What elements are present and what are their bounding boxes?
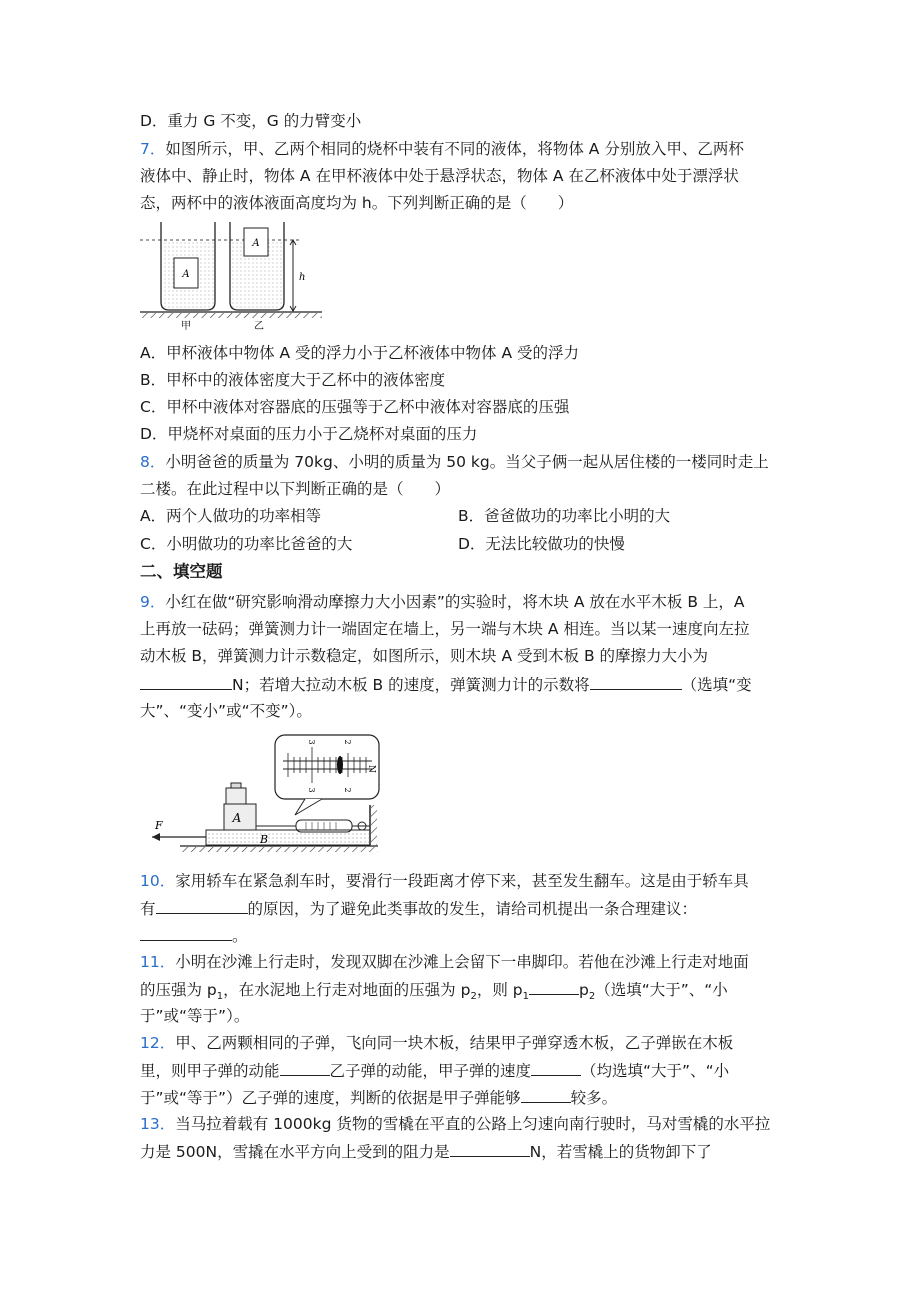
q9-stem-line3: 动木板 B，弹簧测力计示数稳定，如图所示，则木块 A 受到木板 B 的摩擦力大小为 bbox=[140, 647, 709, 665]
scale-zoom-bubble bbox=[275, 735, 379, 799]
q9-blank-2[interactable] bbox=[590, 673, 682, 690]
beaker-jia-label: 甲 bbox=[181, 321, 191, 332]
h-label: h bbox=[299, 272, 306, 283]
q9-friction-apparatus-figure bbox=[140, 733, 390, 855]
q9-stem-line2: 上再放一砝码；弹簧测力计一端固定在墙上，另一端与木块 A 相连。当以某一速度向左拉 bbox=[140, 620, 750, 638]
weight bbox=[226, 788, 246, 804]
q11-blank-1[interactable] bbox=[529, 978, 579, 995]
scale-unit-n: N bbox=[366, 765, 376, 773]
scale-pointer bbox=[337, 756, 343, 774]
block-a-label-jia: A bbox=[182, 269, 190, 280]
q7-number: 7． bbox=[140, 140, 166, 158]
q12-blank-1[interactable] bbox=[280, 1059, 330, 1076]
q10-number: 10． bbox=[140, 872, 176, 890]
q7-option-c: C．甲杯中液体对容器底的压强等于乙杯中液体对容器底的压强 bbox=[140, 398, 570, 416]
q13-stem-line1: 13．当马拉着载有 1000kg 货物的雪橇在平直的公路上匀速向南行驶时，马对雪橇的水平拉 bbox=[140, 1115, 771, 1133]
beaker-yi-label: 乙 bbox=[254, 321, 264, 332]
q12-number: 12． bbox=[140, 1034, 176, 1052]
force-f-label: F bbox=[155, 819, 163, 832]
q7-stem-line2: 液体中、静止时，物体 A 在甲杯液体中处于悬浮状态，物体 A 在乙杯液体中处于漂浮状 bbox=[140, 167, 739, 185]
q7-stem-line3: 态，两杯中的液体液面高度均为 h。下列判断正确的是（ ） bbox=[140, 194, 574, 212]
scale-tick-2-bottom: 2 bbox=[343, 787, 352, 793]
q8-option-b: B．爸爸做功的功率比小明的大 bbox=[458, 507, 671, 525]
q10-blank-2[interactable] bbox=[140, 924, 232, 941]
q12-stem-line1: 12．甲、乙两颗相同的子弹，飞向同一块木板，结果甲子弹穿透木板，乙子弹嵌在木板 bbox=[140, 1034, 734, 1052]
q9-stem-line5: 大”、“变小”或“不变”）。 bbox=[140, 702, 312, 720]
board-b-label: B bbox=[260, 833, 269, 846]
q8-number: 8． bbox=[140, 453, 166, 471]
q11-stem-line2: 的压强为 $p_1$，在水泥地上行走对地面的压强为 $p_2$，则 $p_1$ $p_2$（选填“大于”、“小 bbox=[140, 978, 728, 1008]
scale-tick-3-top: 3 bbox=[307, 739, 316, 745]
q9-stem-line1: 9．小红在做“研究影响滑动摩擦力大小因素”的实验时，将木块 A 放在水平木板 B 上，A bbox=[140, 593, 745, 611]
q12-blank-2[interactable] bbox=[531, 1059, 581, 1076]
q13-blank-1[interactable] bbox=[450, 1140, 530, 1157]
q12-stem-line2: 里，则甲子弹的动能 乙子弹的动能，甲子弹的速度 （均选填“大于”、“小 bbox=[140, 1059, 729, 1082]
q9-number: 9． bbox=[140, 593, 166, 611]
q7-option-a: A．甲杯液体中物体 A 受的浮力小于乙杯液体中物体 A 受的浮力 bbox=[140, 344, 580, 362]
scale-tick-2-top: 2 bbox=[343, 739, 352, 745]
q8-option-d: D．无法比较做功的快慢 bbox=[458, 535, 625, 553]
q10-stem-line1: 10．家用轿车在紧急刹车时，要滑行一段距离才停下来，甚至发生翻车。这是由于轿车具 bbox=[140, 872, 749, 890]
q13-number: 13． bbox=[140, 1115, 176, 1133]
q7-stem-line1: 7．如图所示，甲、乙两个相同的烧杯中装有不同的液体，将物体 A 分别放入甲、乙两杯 bbox=[140, 140, 744, 158]
q6-option-d: D．重力 G 不变，G 的力臂变小 bbox=[140, 112, 362, 130]
q7-option-d: D．甲烧杯对桌面的压力小于乙烧杯对桌面的压力 bbox=[140, 425, 478, 443]
q10-blank-1[interactable] bbox=[156, 897, 248, 914]
board-b bbox=[206, 830, 370, 845]
q10-stem-line3: 。 bbox=[140, 924, 248, 947]
q11-stem-line3: 于”或“等于”）。 bbox=[140, 1007, 250, 1025]
q12-blank-3[interactable] bbox=[521, 1086, 571, 1103]
q7-beakers-figure bbox=[140, 218, 330, 334]
q8-stem-line1: 8．小明爸爸的质量为 70kg、小明的质量为 50 kg。当父子俩一起从居住楼的一楼同时走上 bbox=[140, 453, 769, 471]
q8-option-c: C．小明做功的功率比爸爸的大 bbox=[140, 535, 353, 553]
section-heading-fill-in: 二、填空题 bbox=[140, 562, 223, 581]
block-a-label-yi: A bbox=[252, 238, 260, 249]
q11-number: 11． bbox=[140, 953, 176, 971]
block-a-label: A bbox=[232, 811, 242, 825]
scale-tick-3-bottom: 3 bbox=[307, 787, 316, 793]
q9-blank-1[interactable] bbox=[140, 673, 232, 690]
q7-option-b: B．甲杯中的液体密度大于乙杯中的液体密度 bbox=[140, 371, 446, 389]
q13-stem-line2: 力是 500N，雪撬在水平方向上受到的阻力是 N，若雪橇上的货物卸下了 bbox=[140, 1140, 712, 1163]
q11-stem-line1: 11．小明在沙滩上行走时，发现双脚在沙滩上会留下一串脚印。若他在沙滩上行走对地面 bbox=[140, 953, 749, 971]
q12-stem-line3: 于”或“等于”）乙子弹的速度，判断的依据是甲子弹能够 较多。 bbox=[140, 1086, 617, 1109]
q9-stem-line4: N；若增大拉动木板 B 的速度，弹簧测力计的示数将 （选填“变 bbox=[140, 673, 752, 696]
q8-option-a: A．两个人做功的功率相等 bbox=[140, 507, 322, 525]
q8-stem-line2: 二楼。在此过程中以下判断正确的是（ ） bbox=[140, 480, 451, 498]
weight-knob bbox=[231, 783, 241, 788]
q10-stem-line2: 有 的原因，为了避免此类事故的发生，请给司机提出一条合理建议： bbox=[140, 897, 697, 920]
